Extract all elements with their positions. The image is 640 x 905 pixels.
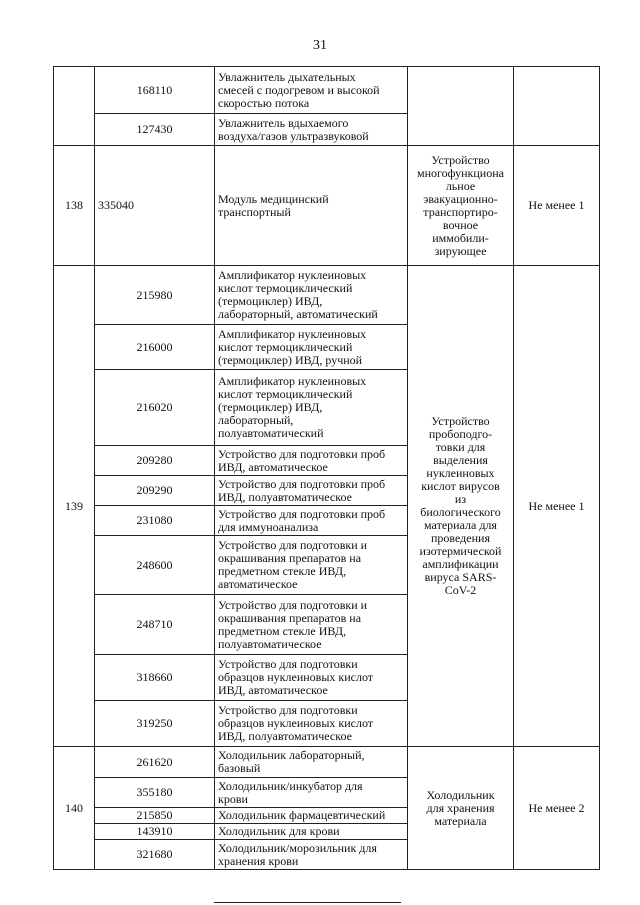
- code-cell: 321680: [95, 840, 215, 870]
- code-cell: 143910: [95, 824, 215, 840]
- name-cell: Холодильник/инкубатор для крови: [215, 778, 408, 808]
- name-cell: Устройство для подготовки и окрашивания препаратов на предметном стекле ИВД, полуавтоматическое: [215, 595, 408, 655]
- equipment-table: [53, 66, 600, 870]
- name-cell: Амплификатор нуклеиновых кислот термоциклический (термоциклер) ИВД, лабораторный, автоматический: [215, 266, 408, 325]
- code-cell: 248710: [95, 595, 215, 655]
- name-cell: Амплификатор нуклеиновых кислот термоциклический (термоциклер) ИВД, ручной: [215, 325, 408, 370]
- code-cell: 319250: [95, 701, 215, 747]
- code-cell: 216000: [95, 325, 215, 370]
- code-cell: 261620: [95, 747, 215, 778]
- description-cell: [408, 67, 514, 146]
- code-cell: 318660: [95, 655, 215, 701]
- bottom-rule: [214, 902, 401, 903]
- code-cell: 215980: [95, 266, 215, 325]
- name-cell: Устройство для подготовки образцов нуклеиновых кислот ИВД, полуавтоматическое: [215, 701, 408, 747]
- page-number: 31: [313, 38, 327, 53]
- name-cell: Холодильник для крови: [215, 824, 408, 840]
- name-cell: Устройство для подготовки проб ИВД, автоматическое: [215, 446, 408, 476]
- code-cell: 209280: [95, 446, 215, 476]
- name-cell: Устройство для подготовки проб ИВД, полуавтоматическое: [215, 476, 408, 506]
- code-cell: 215850: [95, 808, 215, 824]
- quantity-cell: Не менее 1: [514, 146, 600, 266]
- row-number-cell: 138: [54, 146, 95, 266]
- name-cell: Амплификатор нуклеиновых кислот термоциклический (термоциклер) ИВД, лабораторный, полуавтоматический: [215, 370, 408, 446]
- quantity-cell: [514, 67, 600, 146]
- code-cell: 355180: [95, 778, 215, 808]
- name-cell: Модуль медицинский транспортный: [215, 146, 408, 266]
- table-row: [54, 146, 600, 266]
- table-row: [54, 67, 600, 114]
- description-cell: Устройство пробоподго- товки для выделения нуклеиновых кислот вирусов из биологического материала для проведения изотермической амплификации вируса SARS- CoV-2: [408, 266, 514, 747]
- quantity-cell: Не менее 1: [514, 266, 600, 747]
- name-cell: Увлажнитель вдыхаемого воздуха/газов ультразвуковой: [215, 114, 408, 146]
- code-cell: 127430: [95, 114, 215, 146]
- code-cell: 248600: [95, 536, 215, 595]
- code-cell: 335040: [95, 146, 215, 266]
- code-cell: 216020: [95, 370, 215, 446]
- row-number-cell: 140: [54, 747, 95, 870]
- code-cell: 231080: [95, 506, 215, 536]
- description-cell: Устройство многофункциона льное эвакуационно- транспортиро- вочное иммобили- зирующее: [408, 146, 514, 266]
- code-cell: 168110: [95, 67, 215, 114]
- name-cell: Устройство для подготовки проб для иммуноанализа: [215, 506, 408, 536]
- name-cell: Холодильник лабораторный, базовый: [215, 747, 408, 778]
- row-number-cell: [54, 67, 95, 146]
- name-cell: Увлажнитель дыхательных смесей с подогревом и высокой скоростью потока: [215, 67, 408, 114]
- table-row: [54, 747, 600, 778]
- table-row: [54, 266, 600, 325]
- name-cell: Устройство для подготовки образцов нуклеиновых кислот ИВД, автоматическое: [215, 655, 408, 701]
- name-cell: Устройство для подготовки и окрашивания препаратов на предметном стекле ИВД, автоматическое: [215, 536, 408, 595]
- quantity-cell: Не менее 2: [514, 747, 600, 870]
- name-cell: Холодильник фармацевтический: [215, 808, 408, 824]
- description-cell: Холодильник для хранения материала: [408, 747, 514, 870]
- name-cell: Холодильник/морозильник для хранения крови: [215, 840, 408, 870]
- row-number-cell: 139: [54, 266, 95, 747]
- code-cell: 209290: [95, 476, 215, 506]
